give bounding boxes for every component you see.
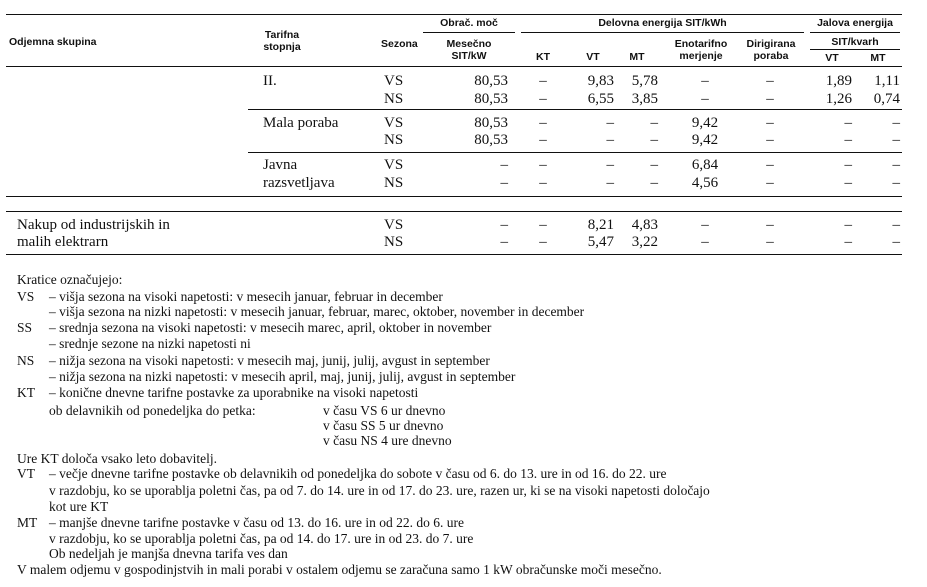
cell-mesecno: 80,53 bbox=[474, 91, 508, 107]
cell-tarifna: razsvetljava bbox=[263, 175, 335, 191]
cell-mt: – bbox=[650, 175, 658, 191]
cell-tarifna: Mala poraba bbox=[263, 115, 339, 131]
cell-sezona: VS bbox=[384, 157, 404, 173]
cell-mt: 4,83 bbox=[631, 217, 658, 233]
cell-mt: 3,22 bbox=[631, 234, 658, 250]
abbrev-key: VS bbox=[17, 289, 35, 304]
header-sit-kw: SIT/kW bbox=[451, 50, 487, 62]
header-odjemna-skupina: Odjemna skupina bbox=[9, 36, 97, 48]
cell-dirigirana: – bbox=[766, 91, 774, 107]
cell-vt: – bbox=[606, 157, 614, 173]
header-jalova: Jalova energija bbox=[817, 17, 893, 29]
cell-enotarifno: – bbox=[701, 91, 709, 107]
obrac-moc-rule bbox=[423, 32, 515, 33]
cell-mt: 3,85 bbox=[631, 91, 658, 107]
cell-kt: – bbox=[539, 234, 547, 250]
header-vt: VT bbox=[586, 51, 600, 63]
cell-dirigirana: – bbox=[766, 217, 774, 233]
abbrev-key: KT bbox=[17, 385, 35, 400]
cell-kt: – bbox=[539, 175, 547, 191]
cell-tarifna: Javna bbox=[263, 157, 298, 173]
cell-sezona: NS bbox=[384, 175, 404, 191]
cell-vt: 8,21 bbox=[587, 217, 614, 233]
cell-enotarifno: – bbox=[701, 234, 709, 250]
cell-sezona: NS bbox=[384, 91, 404, 107]
header-tarifna: Tarifna bbox=[264, 29, 300, 41]
abbrev-text: – konične dnevne tarifne postavke za uporabnike na visoki napetosti bbox=[49, 385, 419, 400]
cell-sezona: VS bbox=[384, 115, 404, 131]
cell-dirigirana: – bbox=[766, 157, 774, 173]
cell-group: malih elektrarn bbox=[17, 234, 109, 250]
vt-key: VT bbox=[17, 466, 35, 481]
cell-jalova-mt: – bbox=[892, 175, 900, 191]
cell-mt: 5,78 bbox=[631, 73, 658, 89]
header-jalova-vt: VT bbox=[825, 52, 839, 64]
mt-line-3: Ob nedeljah je manjša dnevna tarifa ves dan bbox=[49, 546, 288, 561]
cell-jalova-mt: – bbox=[892, 115, 900, 131]
section-rule-3a bbox=[6, 196, 902, 197]
header-jalova-mt: MT bbox=[870, 52, 886, 64]
cell-sezona: NS bbox=[384, 132, 404, 148]
abbrev-key: NS bbox=[17, 353, 35, 368]
kt-days: ob delavnikih od ponedeljka do petka: bbox=[49, 403, 256, 418]
cell-mesecno: 80,53 bbox=[474, 115, 508, 131]
cell-jalova-vt: – bbox=[844, 132, 852, 148]
cell-mesecno: – bbox=[500, 157, 508, 173]
cell-vt: – bbox=[606, 132, 614, 148]
cell-dirigirana: – bbox=[766, 175, 774, 191]
abbrev-text: – srednja sezona na visoki napetosti: v mesecih marec, april, oktober in november bbox=[49, 320, 492, 335]
mt-line-1: – manjše dnevne tarifne postavke v času od 13. do 16. ure in od 22. do 6. ure bbox=[49, 515, 465, 530]
cell-enotarifno: 9,42 bbox=[691, 115, 719, 131]
cell-jalova-mt: 0,74 bbox=[873, 91, 900, 107]
cell-enotarifno: 6,84 bbox=[691, 157, 719, 173]
cell-vt: – bbox=[606, 175, 614, 191]
final-note: V malem odjemu v gospodinjstvih in mali porabi v ostalem odjemu se zaračuna samo 1 kW obračunske moči mesečno. bbox=[17, 562, 662, 577]
header-enotarifno: Enotarifno bbox=[674, 38, 728, 50]
cell-enotarifno: 9,42 bbox=[691, 132, 719, 148]
delovna-rule bbox=[521, 32, 804, 33]
kt-hours-ss: v času SS 5 ur dnevno bbox=[323, 418, 444, 433]
cell-mesecno: 80,53 bbox=[474, 132, 508, 148]
cell-jalova-mt: – bbox=[892, 234, 900, 250]
header-mt: MT bbox=[629, 51, 645, 63]
cell-mt: – bbox=[650, 132, 658, 148]
cell-vt: 5,47 bbox=[587, 234, 614, 250]
table-bottom-rule bbox=[6, 254, 902, 255]
section-rule-3b bbox=[6, 211, 902, 212]
abbrev-key: SS bbox=[17, 320, 33, 335]
section-rule-1 bbox=[248, 109, 902, 110]
vt-line-1: – večje dnevne tarifne postavke ob delavnikih od ponedeljka do sobote v času od 6. do 13. ure in od 16. do 22. ure bbox=[49, 466, 667, 481]
cell-jalova-mt: 1,11 bbox=[874, 73, 900, 89]
cell-dirigirana: – bbox=[766, 73, 774, 89]
cell-enotarifno: 4,56 bbox=[691, 175, 719, 191]
cell-jalova-vt: – bbox=[844, 157, 852, 173]
header-kt: KT bbox=[536, 51, 550, 63]
cell-jalova-vt: – bbox=[844, 217, 852, 233]
cell-kt: – bbox=[539, 157, 547, 173]
cell-dirigirana: – bbox=[766, 132, 774, 148]
cell-jalova-vt: – bbox=[844, 234, 852, 250]
cell-enotarifno: – bbox=[701, 73, 709, 89]
cell-group: Nakup od industrijskih in bbox=[17, 217, 170, 233]
abbrev-text: – nižja sezona na nizki napetosti: v mesecih april, maj, junij, julij, avgust in september bbox=[49, 369, 516, 384]
cell-mesecno: – bbox=[500, 234, 508, 250]
cell-jalova-vt: 1,26 bbox=[825, 91, 852, 107]
header-poraba: poraba bbox=[753, 50, 789, 62]
header-dirigirana: Dirigirana bbox=[746, 38, 796, 50]
jalova-rule bbox=[810, 32, 900, 33]
cell-mt: – bbox=[650, 115, 658, 131]
header-stopnja: stopnja bbox=[263, 41, 301, 53]
abbrev-text: – nižja sezona na visoki napetosti: v mesecih maj, junij, julij, avgust in september bbox=[49, 353, 490, 368]
cell-kt: – bbox=[539, 115, 547, 131]
kt-hours-vs: v času VS 6 ur dnevno bbox=[323, 403, 446, 418]
header-top-rule bbox=[6, 14, 902, 15]
ure-kt-note: Ure KT določa vsako leto dobavitelj. bbox=[17, 451, 217, 466]
cell-mt: – bbox=[650, 157, 658, 173]
cell-jalova-vt: – bbox=[844, 175, 852, 191]
cell-kt: – bbox=[539, 217, 547, 233]
cell-enotarifno: – bbox=[701, 217, 709, 233]
notes-title: Kratice označujejo: bbox=[17, 272, 123, 287]
cell-mesecno: – bbox=[500, 217, 508, 233]
cell-vt: – bbox=[606, 115, 614, 131]
abbrev-text: – srednje sezone na nizki napetosti ni bbox=[49, 336, 251, 351]
cell-jalova-mt: – bbox=[892, 217, 900, 233]
cell-jalova-mt: – bbox=[892, 132, 900, 148]
cell-vt: 9,83 bbox=[587, 73, 614, 89]
cell-jalova-mt: – bbox=[892, 157, 900, 173]
cell-kt: – bbox=[539, 91, 547, 107]
header-delovna: Delovna energija SIT/kWh bbox=[598, 17, 727, 29]
header-obrac-moc: Obrač. moč bbox=[440, 17, 498, 29]
cell-tarifna: II. bbox=[263, 73, 277, 89]
cell-mesecno: 80,53 bbox=[474, 73, 508, 89]
header-sit-kvarh: SIT/kvarh bbox=[831, 36, 879, 48]
cell-kt: – bbox=[539, 73, 547, 89]
header-bottom-rule bbox=[6, 66, 902, 67]
vt-line-3: kot ure KT bbox=[49, 499, 109, 514]
cell-dirigirana: – bbox=[766, 115, 774, 131]
cell-kt: – bbox=[539, 132, 547, 148]
cell-vt: 6,55 bbox=[587, 91, 614, 107]
cell-jalova-vt: – bbox=[844, 115, 852, 131]
abbrev-text: – višja sezona na visoki napetosti: v mesecih januar, februar in december bbox=[49, 289, 443, 304]
abbrev-text: – višja sezona na nizki napetosti: v mesecih januar, februar, marec, oktober, november in december bbox=[49, 304, 585, 319]
cell-dirigirana: – bbox=[766, 234, 774, 250]
header-merjenje: merjenje bbox=[679, 50, 723, 62]
mt-key: MT bbox=[17, 515, 38, 530]
section-rule-2 bbox=[248, 152, 902, 153]
cell-sezona: VS bbox=[384, 73, 404, 89]
cell-mesecno: – bbox=[500, 175, 508, 191]
jalova-sub-rule bbox=[810, 49, 900, 50]
cell-sezona: NS bbox=[384, 234, 404, 250]
kt-hours-ns: v času NS 4 ure dnevno bbox=[323, 433, 452, 448]
cell-jalova-vt: 1,89 bbox=[825, 73, 852, 89]
header-sezona: Sezona bbox=[381, 38, 418, 50]
mt-line-2: v razdobju, ko se uporablja poletni čas, pa od 14. do 17. ure in od 23. do 7. ure bbox=[49, 531, 474, 546]
cell-sezona: VS bbox=[384, 217, 404, 233]
vt-line-2: v razdobju, ko se uporablja poletni čas, pa od 7. do 14. ure in od 17. do 23. ure, razen ur, ki se na visoki napetosti določajo bbox=[49, 483, 710, 498]
header-mesecno: Mesečno bbox=[446, 38, 492, 50]
